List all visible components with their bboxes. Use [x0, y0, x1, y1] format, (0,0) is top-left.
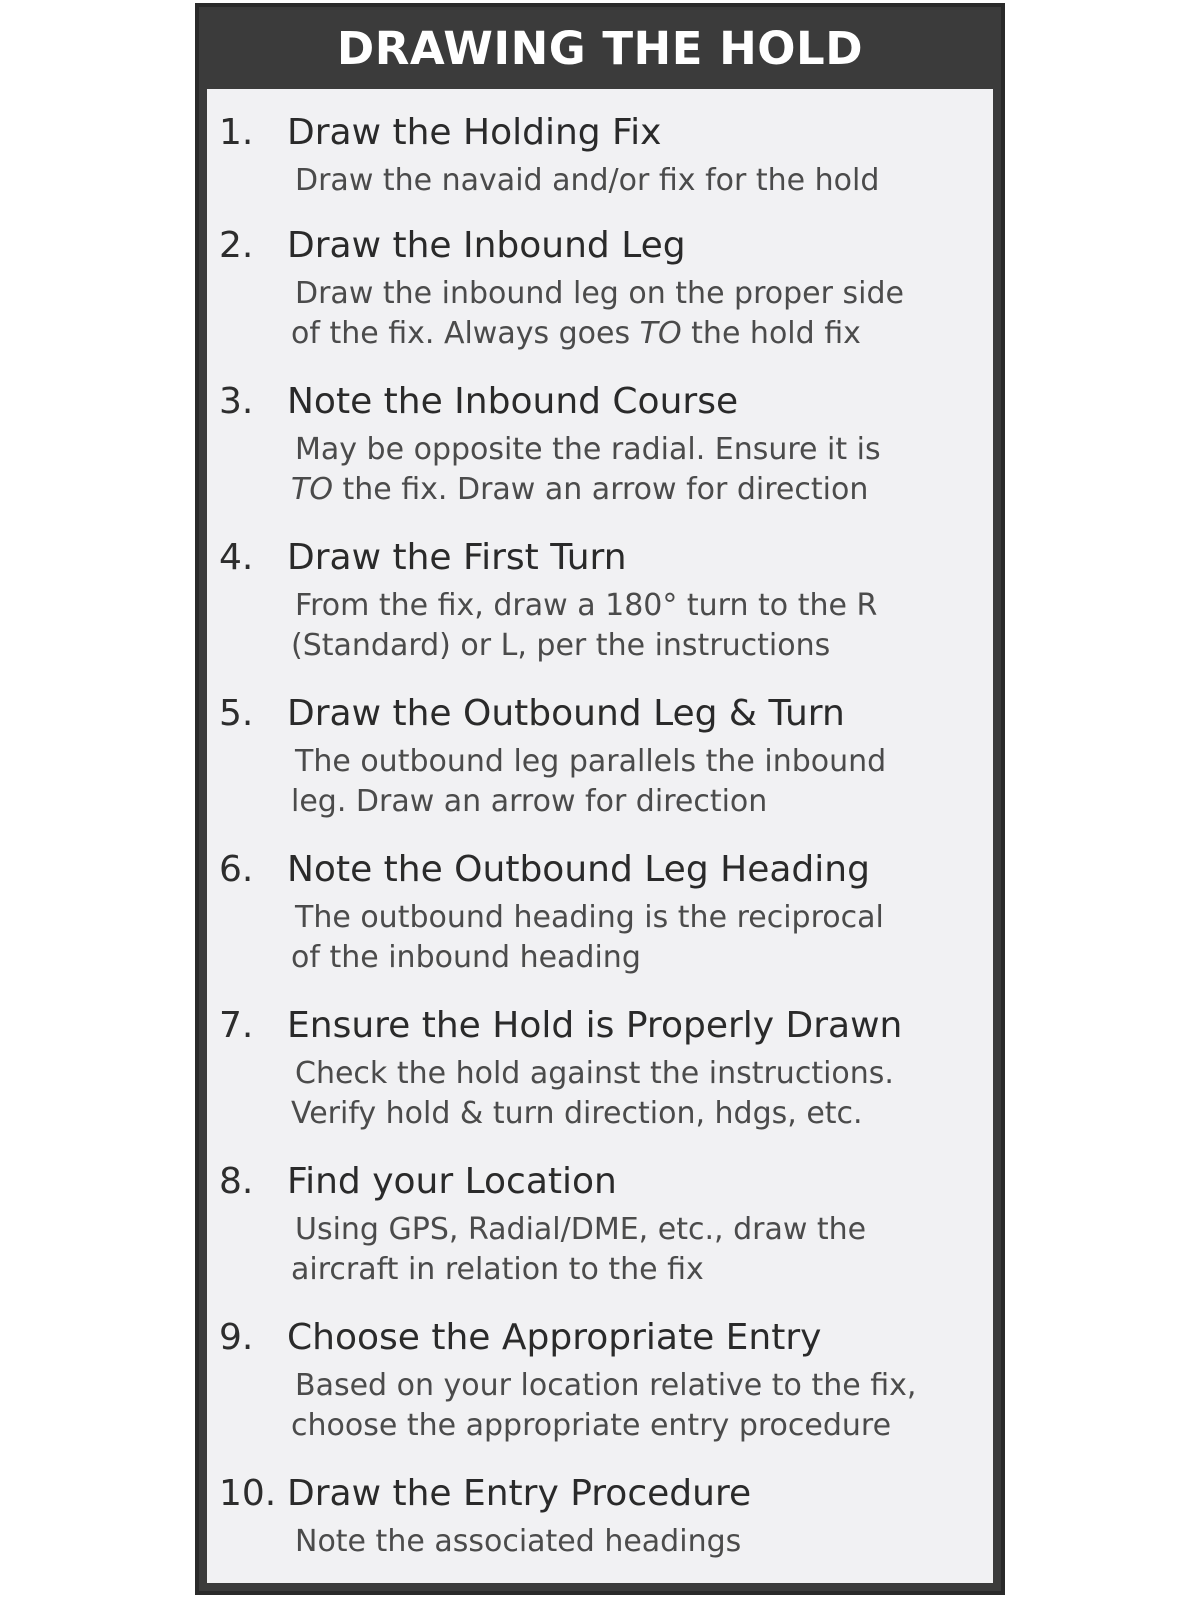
- description-text: the hold fix: [681, 316, 861, 351]
- step-title: Draw the Inbound Leg: [287, 225, 686, 266]
- step-number: 7.: [219, 1005, 254, 1046]
- step-item: [207, 534, 993, 684]
- step-description: [295, 1522, 985, 1562]
- step-description-line: [291, 314, 985, 354]
- step-description-line: [291, 938, 985, 978]
- step-description: [291, 1366, 985, 1446]
- description-text: aircraft in relation to the fix: [291, 1252, 704, 1287]
- description-text: Verify hold & turn direction, hdgs, etc.: [291, 1096, 863, 1131]
- description-text: of the inbound heading: [291, 940, 641, 975]
- step-item: [207, 1158, 993, 1308]
- description-text: The outbound heading is the reciprocal: [295, 900, 884, 935]
- step-title: Draw the Holding Fix: [287, 112, 662, 153]
- step-number: 6.: [219, 849, 254, 890]
- step-description-line: [295, 1054, 985, 1094]
- step-item: [207, 690, 993, 840]
- step-description-line: [295, 274, 985, 314]
- step-item: [207, 222, 993, 372]
- description-text: of the fix. Always goes: [291, 316, 640, 351]
- drawing-the-hold-card: [195, 3, 1005, 1595]
- step-description: [291, 430, 985, 510]
- step-title: Choose the Appropriate Entry: [287, 1317, 822, 1358]
- step-description-line: [295, 430, 985, 470]
- step-title: Note the Inbound Course: [287, 381, 739, 422]
- step-description-line: [291, 626, 985, 666]
- step-description-line: [291, 1406, 985, 1446]
- step-description: [291, 586, 985, 666]
- step-description: [295, 161, 985, 201]
- description-text: choose the appropriate entry procedure: [291, 1408, 892, 1443]
- step-number: 8.: [219, 1161, 254, 1202]
- emphasized-text: TO: [291, 472, 333, 507]
- card-title: DRAWING THE HOLD: [336, 22, 864, 75]
- step-description-line: [291, 782, 985, 822]
- description-text: Using GPS, Radial/DME, etc., draw the: [295, 1212, 867, 1247]
- step-number: 9.: [219, 1317, 254, 1358]
- step-number: 2.: [219, 225, 254, 266]
- description-text: Based on your location relative to the fix,: [295, 1368, 917, 1403]
- emphasized-text: TO: [639, 316, 682, 351]
- step-description: [291, 1210, 985, 1290]
- step-title: Draw the Entry Procedure: [287, 1473, 752, 1514]
- step-item: [207, 1314, 993, 1464]
- step-title: Draw the Outbound Leg & Turn: [287, 693, 845, 734]
- step-number: 3.: [219, 381, 254, 422]
- step-item: [207, 378, 993, 528]
- step-title: Ensure the Hold is Properly Drawn: [287, 1005, 903, 1046]
- description-text: The outbound leg parallels the inbound: [295, 744, 887, 779]
- step-description-line: [291, 1094, 985, 1134]
- description-text: the fix. Draw an arrow for direction: [332, 472, 869, 507]
- step-number: 1.: [219, 112, 254, 153]
- step-description-line: [295, 898, 985, 938]
- step-title: Draw the First Turn: [287, 537, 627, 578]
- step-description: [291, 274, 985, 354]
- step-description-line: [295, 586, 985, 626]
- step-title: Note the Outbound Leg Heading: [287, 849, 870, 890]
- description-text: May be opposite the radial. Ensure it is: [295, 432, 881, 467]
- step-description-line: [295, 1522, 985, 1562]
- step-number: 4.: [219, 537, 254, 578]
- step-number: 5.: [219, 693, 254, 734]
- step-description-line: [295, 742, 985, 782]
- description-text: Check the hold against the instructions.: [295, 1056, 894, 1091]
- description-text: (Standard) or L, per the instructions: [291, 628, 831, 663]
- step-description-line: [291, 470, 985, 510]
- description-text: leg. Draw an arrow for direction: [291, 784, 768, 819]
- step-description: [291, 742, 985, 822]
- description-text: Draw the inbound leg on the proper side: [295, 276, 904, 311]
- description-text: From the fix, draw a 180° turn to the R: [295, 588, 878, 623]
- description-text: Draw the navaid and/or fix for the hold: [295, 163, 880, 198]
- description-text: Note the associated headings: [295, 1524, 742, 1559]
- step-description: [291, 898, 985, 978]
- step-item: [207, 846, 993, 996]
- step-title: Find your Location: [287, 1161, 617, 1202]
- step-item: [207, 1470, 993, 1620]
- step-description-line: [295, 1210, 985, 1250]
- step-description-line: [295, 161, 985, 201]
- step-number: 10.: [219, 1473, 277, 1514]
- step-description-line: [291, 1250, 985, 1290]
- step-description: [291, 1054, 985, 1134]
- steps-list: [207, 89, 993, 1583]
- step-description-line: [295, 1366, 985, 1406]
- step-item: [207, 1002, 993, 1152]
